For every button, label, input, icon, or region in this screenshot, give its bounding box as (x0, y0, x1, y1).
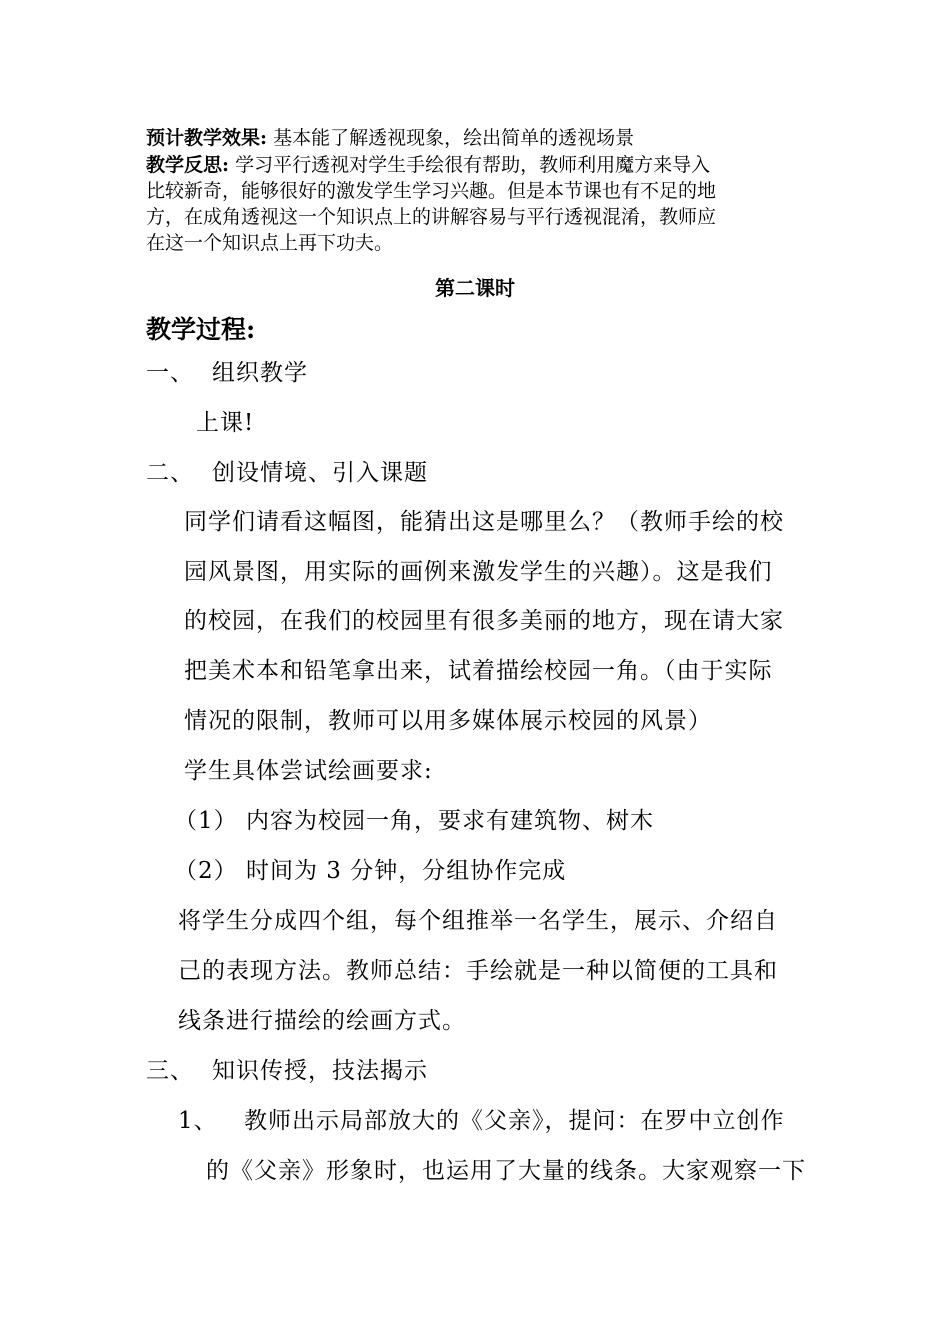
section-1-number: 一、 (146, 360, 194, 386)
section-2-paragraph-line-5: 情况的限制，教师可以用多媒体展示校园的风景） (184, 708, 712, 734)
section-3-title: 知识传授，技法揭示 (212, 1058, 428, 1084)
section-3-item-1-line-1 (178, 1105, 785, 1137)
reflection-line-4: 在这一个知识点上再下功夫。 (146, 232, 394, 254)
reflection-label: 教学反思: (146, 154, 230, 176)
process-title: 教学过程: (146, 315, 256, 344)
summary-line-1: 将学生分成四个组，每个组推举一名学生，展示、介绍自 (178, 908, 778, 934)
summary-line-3: 线条进行描绘的绘画方式。 (178, 1008, 466, 1034)
expected-effect-label: 预计教学效果: (146, 127, 268, 149)
section-2-paragraph-line-2: 园风景图，用实际的画例来激发学生的兴趣）。这是我们 (184, 559, 773, 585)
lesson-title: 第二课时 (435, 276, 515, 300)
section-1-title: 组织教学 (212, 360, 308, 386)
expected-effect-line (146, 124, 806, 152)
summary-line-2: 己的表现方法。教师总结：手绘就是一种以简便的工具和 (178, 958, 778, 984)
requirement-2-number: （2） (174, 858, 238, 884)
section-2-paragraph-line-1: 同学们请看这幅图，能猜出这是哪里么？（教师手绘的校 (184, 509, 784, 535)
section-2-number: 二、 (146, 460, 194, 486)
reflection-line-1 (146, 151, 806, 179)
reflection-line-2: 比较新奇，能够很好的激发学生学习兴趣。但是本节课也有不足的地 (146, 180, 717, 202)
reflection-text-1: 学习平行透视对学生手绘很有帮助，教师利用魔方来导入 (235, 154, 711, 176)
requirement-1-number: （1） (174, 808, 238, 834)
reflection-line-3: 方，在成角透视这一个知识点上的讲解容易与平行透视混淆，教师应 (146, 206, 717, 228)
section-1-heading (146, 357, 308, 389)
section-2-title: 创设情境、引入课题 (212, 460, 428, 486)
expected-effect-text: 基本能了解透视现象，绘出简单的透视场景 (273, 127, 635, 149)
section-3-heading (146, 1055, 428, 1087)
section-3-item-1-number: 1、 (178, 1108, 218, 1134)
section-3-item-1-line-2: 的《父亲》形象时，也运用了大量的线条。大家观察一下 (206, 1158, 806, 1184)
requirement-2-text: 时间为 3 分钟，分组协作完成 (246, 858, 567, 884)
requirement-1 (174, 805, 654, 837)
section-1-body: 上课! (196, 410, 255, 436)
section-2-paragraph-line-3: 的校园，在我们的校园里有很多美丽的地方，现在请大家 (184, 608, 784, 634)
section-3-number: 三、 (146, 1058, 194, 1084)
section-2-paragraph-line-4: 把美术本和铅笔拿出来，试着描绘校园一角。（由于实际 (184, 658, 773, 684)
section-3-item-1-text: 教师出示局部放大的《父亲》，提问：在罗中立创作 (244, 1108, 785, 1134)
requirement-1-text: 内容为校园一角，要求有建筑物、树木 (246, 808, 654, 834)
requirement-2 (174, 855, 566, 887)
section-2-heading (146, 457, 428, 489)
section-2-paragraph-line-6: 学生具体尝试绘画要求: (184, 758, 433, 784)
